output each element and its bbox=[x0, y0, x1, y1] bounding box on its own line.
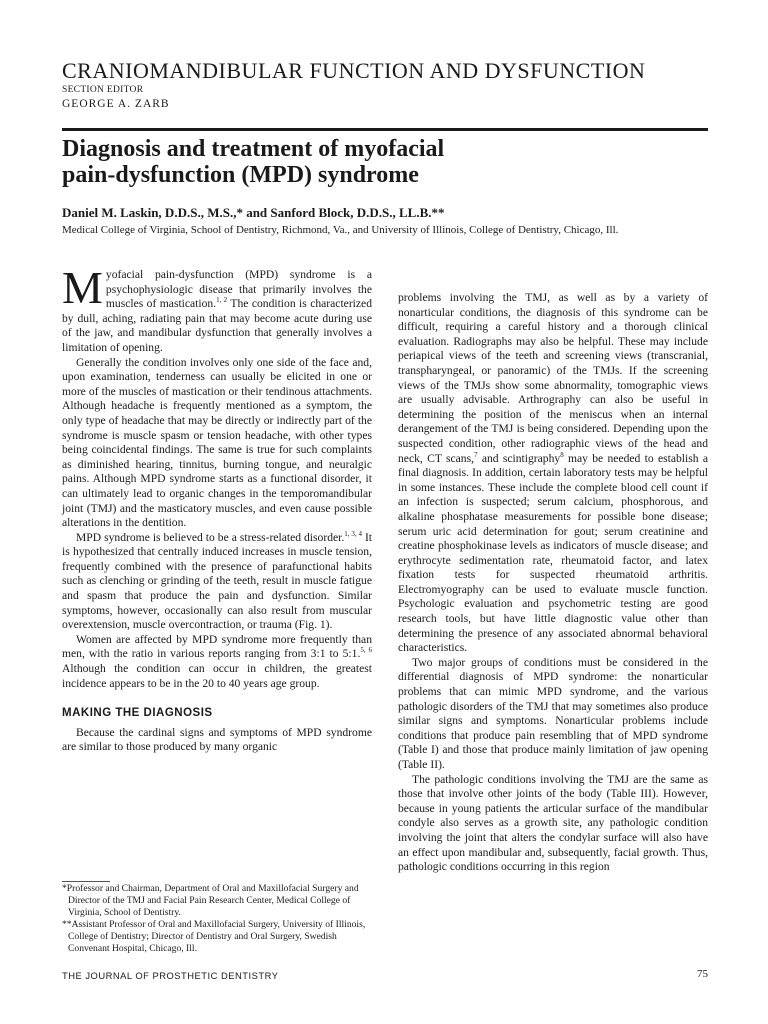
article-title bbox=[62, 136, 702, 188]
paragraph: Two major groups of conditions must be considered in the differential diagnosis of MPD syndrome: the nonarticular problems that can mimic MPD syndrome, and the various pathologic disorders of the TMJ that may sometimes also produce similar signs and symptoms. Nonarticular problems include conditions that produce pain resembling that of MPD syndrome (Table I) and those that produce mainly limitation of jaw opening (Table II). bbox=[398, 655, 708, 771]
paragraph: Generally the condition involves only one side of the face and, upon examination, tenderness can usually be elicited in one or more of the muscles of mastication or their tendinous attachments. Although headache is frequently mentioned as a symptom, the only type of headache that may be directly or indirectly part of the syndrome is muscle spasm or tension headache, with other types being coincidental findings. The same is true for such complaints as diminished hearing, tinnitus, burning tongue, and neuralgic pains. Although MPD syndrome starts as a functional disorder, it can ultimately lead to organic changes in the temporomandibular joint (TMJ) and the masticatory muscles, and even cause possible alterations in the dentition. bbox=[62, 355, 372, 530]
section-editor-name: GEORGE A. ZARB bbox=[62, 98, 170, 110]
footnote: **Assistant Professor of Oral and Maxillofacial Surgery, University of Illinois, College of Dentistry; Director of Dentistry and Oral Surgery, Swedish Convenant Hospital, Chicago, Ill. bbox=[62, 919, 366, 954]
footnotes bbox=[62, 883, 372, 955]
paragraph: The pathologic conditions involving the TMJ are the same as those that involve other joints of the body (Table III). However, because in young patients the articular surface of the mandibular condyle also serves as a growth site, any pathologic condition involving the joint that alters the condylar surface will also have an effect upon mandibular and, subsequently, facial growth. Thus, pathologic conditions occurring in this region bbox=[398, 772, 708, 874]
article-title-line2: pain-dysfunction (MPD) syndrome bbox=[62, 162, 419, 188]
paragraph: MPD syndrome is believed to be a stress-related disorder.$^{1, 3, 4}$ It is hypothesized that centrally induced increases in muscle tension, frequently combined with the presence of parafunctional habits such as clenching or grinding of the teeth, result in muscle fatigue and spasm that produce the pain and dysfunction. Similar symptoms, however, occasionally can also result from muscular overextension, muscle overcontraction, or trauma (Fig. 1). bbox=[62, 529, 373, 632]
drop-cap: M bbox=[62, 262, 103, 313]
paragraph-intro: Myofacial pain-dysfunction (MPD) syndrome is a psychophysiologic disease that primarily involves the muscles of mastication.$^{1, 2}$ The condition is characterized by dull, aching, radiating pain that may become acute during use of the jaw, and mandibular dysfunction that generally involves a limitation of opening. bbox=[62, 262, 372, 354]
section-heading: MAKING THE DIAGNOSIS bbox=[62, 707, 213, 720]
footnote-rule bbox=[62, 881, 110, 882]
page-number: 75 bbox=[697, 968, 708, 980]
article-authors: Daniel M. Laskin, D.D.S., M.S.,* and Sanford Block, D.D.S., LL.B.** bbox=[62, 205, 445, 220]
article-affiliation: Medical College of Virginia, School of Dentistry, Richmond, Va., and University of Illinois, College of Dentistry, Chicago, Ill. bbox=[62, 224, 619, 236]
journal-name: THE JOURNAL OF PROSTHETIC DENTISTRY bbox=[62, 970, 279, 981]
section-editor-label: SECTION EDITOR bbox=[62, 85, 144, 95]
paragraph: problems involving the TMJ, as well as by a variety of nonarticular conditions, the diagnosis of this syndrome can be difficult, requiring a careful history and a thorough clinical evaluation. Radiographs may also be helpful. These may include periapical views of the teeth and screening views (transcranial, transpharyngeal, or panoramic) of the TMJs. If the screening views of the TMJs show some abnormality, tomographic views are usually advisable. Arthrography can also be useful in determining the position of the meniscus when an internal derangement of the TMJ is being considered. Depending upon the suspected condition, other radiographic views of the head and neck, CT scans,$^7$ and scintigraphy$^8$ may be needed to establish a final diagnosis. In addition, certain laboratory tests may be helpful in some instances. These include the complete blood cell count if an infection is suspected; serum calcium, phosphorous, and alkaline phosphatase measurements for possible bone disease; serum uric acid determination for gout; serum creatinine and creatine phosphokinase levels as indicators of muscle disease; and erythrocyte sedimentation rate, rheumatoid factor, and latex fixation tests for suspected rheumatoid arthritis. Electromyography can be used to evaluate muscle function. Psychologic evaluation and psychometric testing are good research tools, but have little diagnostic value other than determining the presence of any associated abnormal behavioral characteristics. bbox=[398, 291, 708, 655]
header-rule bbox=[62, 128, 708, 131]
citation: 1, 2 bbox=[216, 296, 228, 305]
footnote: *Professor and Chairman, Department of Oral and Maxillofacial Surgery and Director of the TMJ and Facial Pain Research Center, Medical College of Virginia, School of Dentistry. bbox=[62, 883, 359, 918]
body-column-left bbox=[62, 262, 373, 755]
citation: 1, 3, 4 bbox=[344, 529, 362, 538]
body-column-right bbox=[398, 291, 708, 875]
citation: 5, 6 bbox=[360, 646, 373, 655]
paragraph: Women are affected by MPD syndrome more frequently than men, with the ratio in various reports ranging from 3:1 to 5:1.$^{5, 6}$ Although the condition can occur in children, the greatest incidence appears to be in the 20 to 40 years age group. bbox=[62, 632, 373, 690]
paragraph: Because the cardinal signs and symptoms of MPD syndrome are similar to those produced by many organic bbox=[62, 725, 372, 754]
citation: 8 bbox=[560, 450, 564, 459]
citation: 7 bbox=[474, 450, 478, 459]
article-title-line1: Diagnosis and treatment of myofacial bbox=[62, 136, 445, 162]
section-title: CRANIOMANDIBULAR FUNCTION AND DYSFUNCTION bbox=[62, 58, 646, 83]
